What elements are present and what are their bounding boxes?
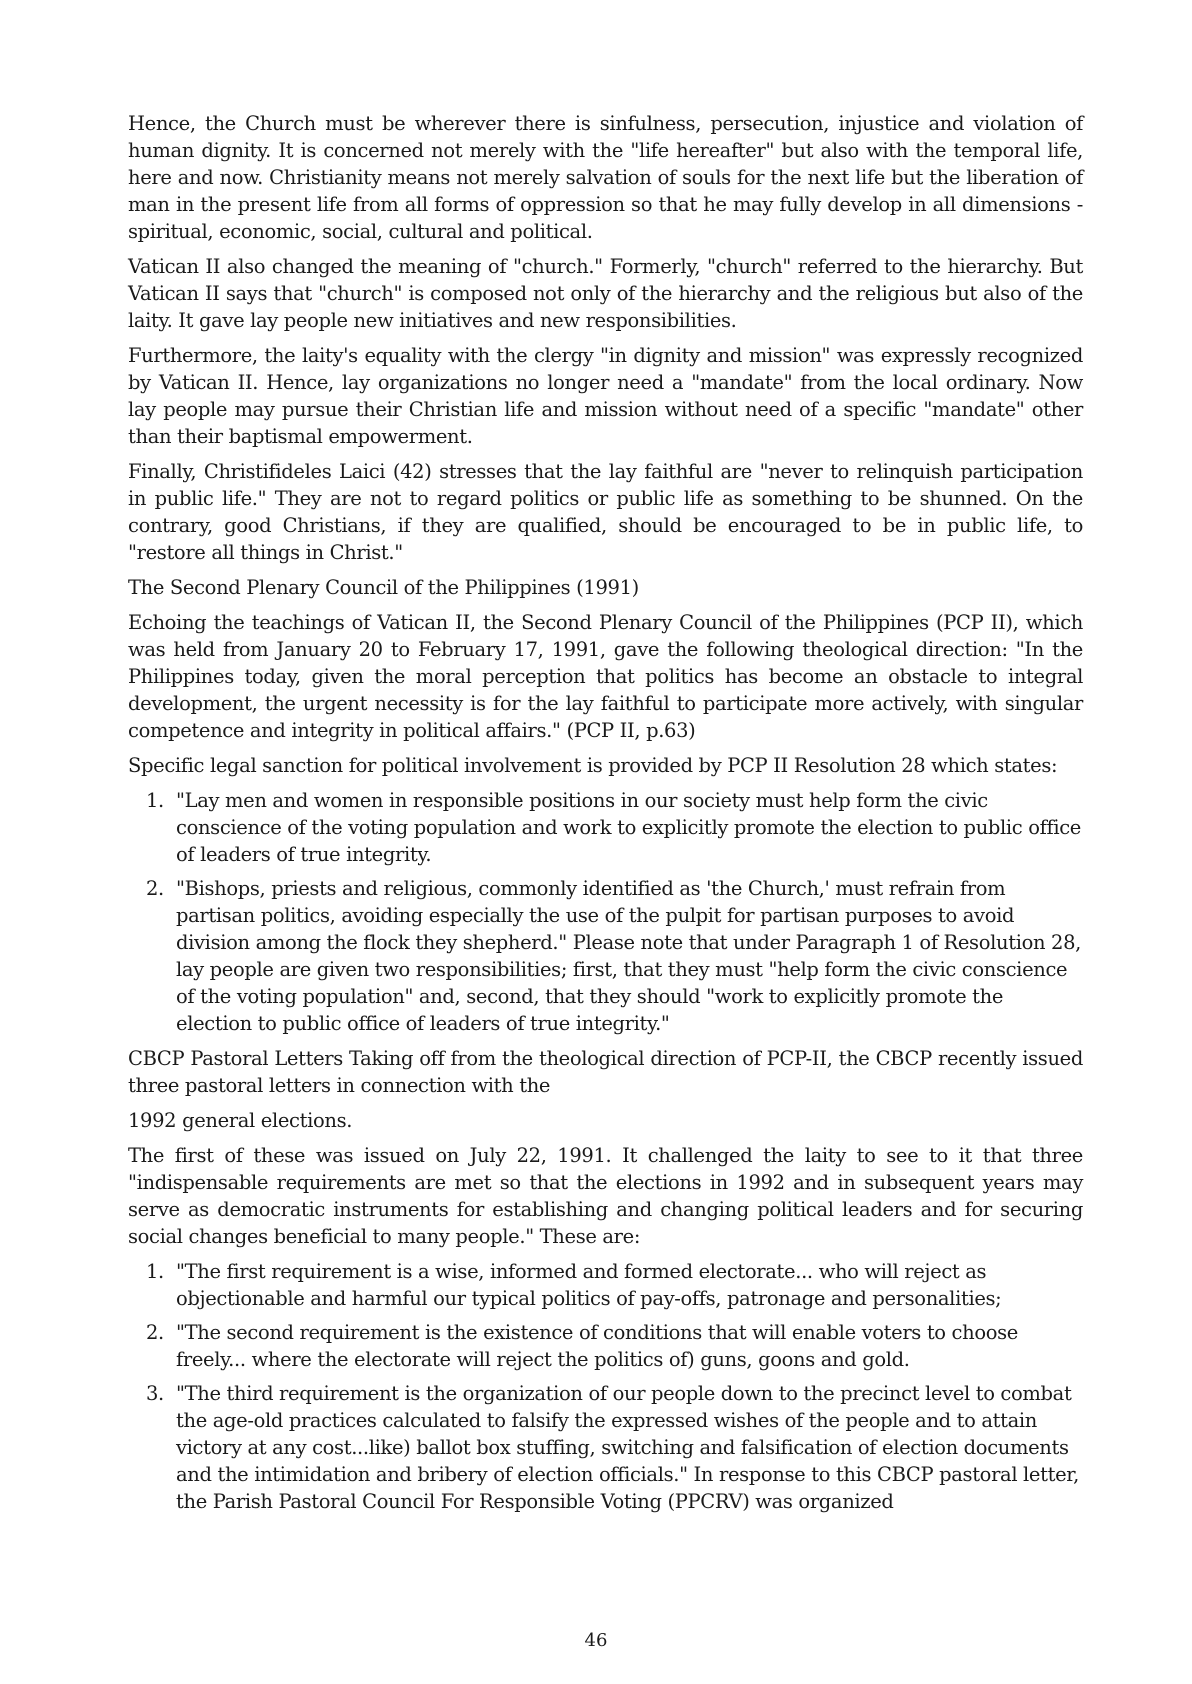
list-item-text: "The third requirement is the organization of our people down to the precinct level to combat the age-old practices calculated to falsify the expressed wishes of the people and to attain victory at any cost...like) ballot box stuffing, switching and falsification of election documents and the intimidation and bribery of election officials." In response to this CBCP pastoral letter, the Parish Pastoral Council For Responsible Voting (PPCRV) was organized — [176, 1382, 1079, 1513]
list-item-number: 1. — [146, 789, 164, 812]
paragraph-laity-equality: Furthermore, the laity's equality with the clergy "in dignity and mission" was expressly recognized by Vatican II. Hence, lay organizations no longer need a "mandate" from the local ordinary. Now lay people may pursue their Christian life and mission without need of a specific "mandate" other than their baptismal empowerment. — [128, 344, 1083, 448]
list-item — [128, 1380, 1083, 1515]
list-item-number: 2. — [146, 877, 164, 900]
list-item-text: "Lay men and women in responsible positions in our society must help form the civic conscience of the voting population and work to explicitly promote the election to public office of leaders of true integrity. — [176, 789, 1082, 866]
paragraph-christifideles-laici: Finally, Christifideles Laici (42) stresses that the lay faithful are "never to relinquish participation in public life." They are not to regard politics or public life as something to be shunned. On the contrary, good Christians, if they are qualified, should be encouraged to be in public life, to "restore all things in Christ." — [128, 460, 1083, 564]
resolution-list — [128, 787, 1083, 1037]
paragraph-meaning-of-church: Vatican II also changed the meaning of "church." Formerly, "church" referred to the hierarchy. But Vatican II says that "church" is composed not only of the hierarchy and the religious but also of the laity. It gave lay people new initiatives and new responsibilities. — [128, 255, 1083, 332]
list-item — [128, 1258, 1083, 1312]
list-item-text: "Bishops, priests and religious, commonly identified as 'the Church,' must refrain from partisan politics, avoiding especially the use of the pulpit for partisan purposes to avoid division among the flock they shepherd." Please note that under Paragraph 1 of Resolution 28, lay people are given two responsibilities; first, that they must "help form the civic conscience of the voting population" and, second, that they should "work to explicitly promote the election to public office of leaders of true integrity." — [176, 877, 1081, 1035]
paragraph-church-presence: Hence, the Church must be wherever there is sinfulness, persecution, injustice and violation of human dignity. It is concerned not merely with the "life hereafter" but also with the temporal life, here and now. Christianity means not merely salvation of souls for the next life but the liberation of man in the present life from all forms of oppression so that he may fully develop in all dimensions - spiritual, economic, social, cultural and political. — [128, 112, 1083, 243]
list-item-number: 3. — [146, 1382, 164, 1405]
list-item-text: "The first requirement is a wise, informed and formed electorate... who will reject as objectionable and harmful our typical politics of pay-offs, patronage and personalities; — [176, 1260, 1002, 1310]
section-heading: The Second Plenary Council of the Philippines (1991) — [128, 576, 639, 599]
paragraph-resolution-intro: Specific legal sanction for political involvement is provided by PCP II Resolution 28 which states: — [128, 754, 1058, 777]
list-item-text: "The second requirement is the existence of conditions that will enable voters to choose freely... where the electorate will reject the politics of) guns, goons and gold. — [176, 1321, 1018, 1371]
page-number: 46 — [584, 1630, 608, 1651]
list-item — [128, 875, 1083, 1037]
list-item — [128, 787, 1083, 868]
list-item — [128, 1319, 1083, 1373]
list-item-number: 1. — [146, 1260, 164, 1283]
list-item-number: 2. — [146, 1321, 164, 1344]
document-page — [128, 110, 1083, 1523]
requirements-list — [128, 1258, 1083, 1515]
paragraph-general-elections: 1992 general elections. — [128, 1109, 353, 1132]
paragraph-first-letter: The first of these was issued on July 22, 1991. It challenged the laity to see to it that three "indispensable requirements are met so that the elections in 1992 and in subsequent years may serve as democratic instruments for establishing and changing political leaders and for securing social changes beneficial to many people." These are: — [128, 1144, 1083, 1248]
paragraph-cbcp-pastoral-letters: CBCP Pastoral Letters Taking off from the theological direction of PCP-II, the CBCP recently issued three pastoral letters in connection with the — [128, 1047, 1083, 1097]
paragraph-pcp-ii-direction: Echoing the teachings of Vatican II, the Second Plenary Council of the Philippines (PCP II), which was held from January 20 to February 17, 1991, gave the following theological direction: "In the Philippines today, given the moral perception that politics has become an obstacle to integral development, the urgent necessity is for the lay faithful to participate more actively, with singular competence and integrity in political affairs." (PCP II, p.63) — [128, 611, 1083, 742]
